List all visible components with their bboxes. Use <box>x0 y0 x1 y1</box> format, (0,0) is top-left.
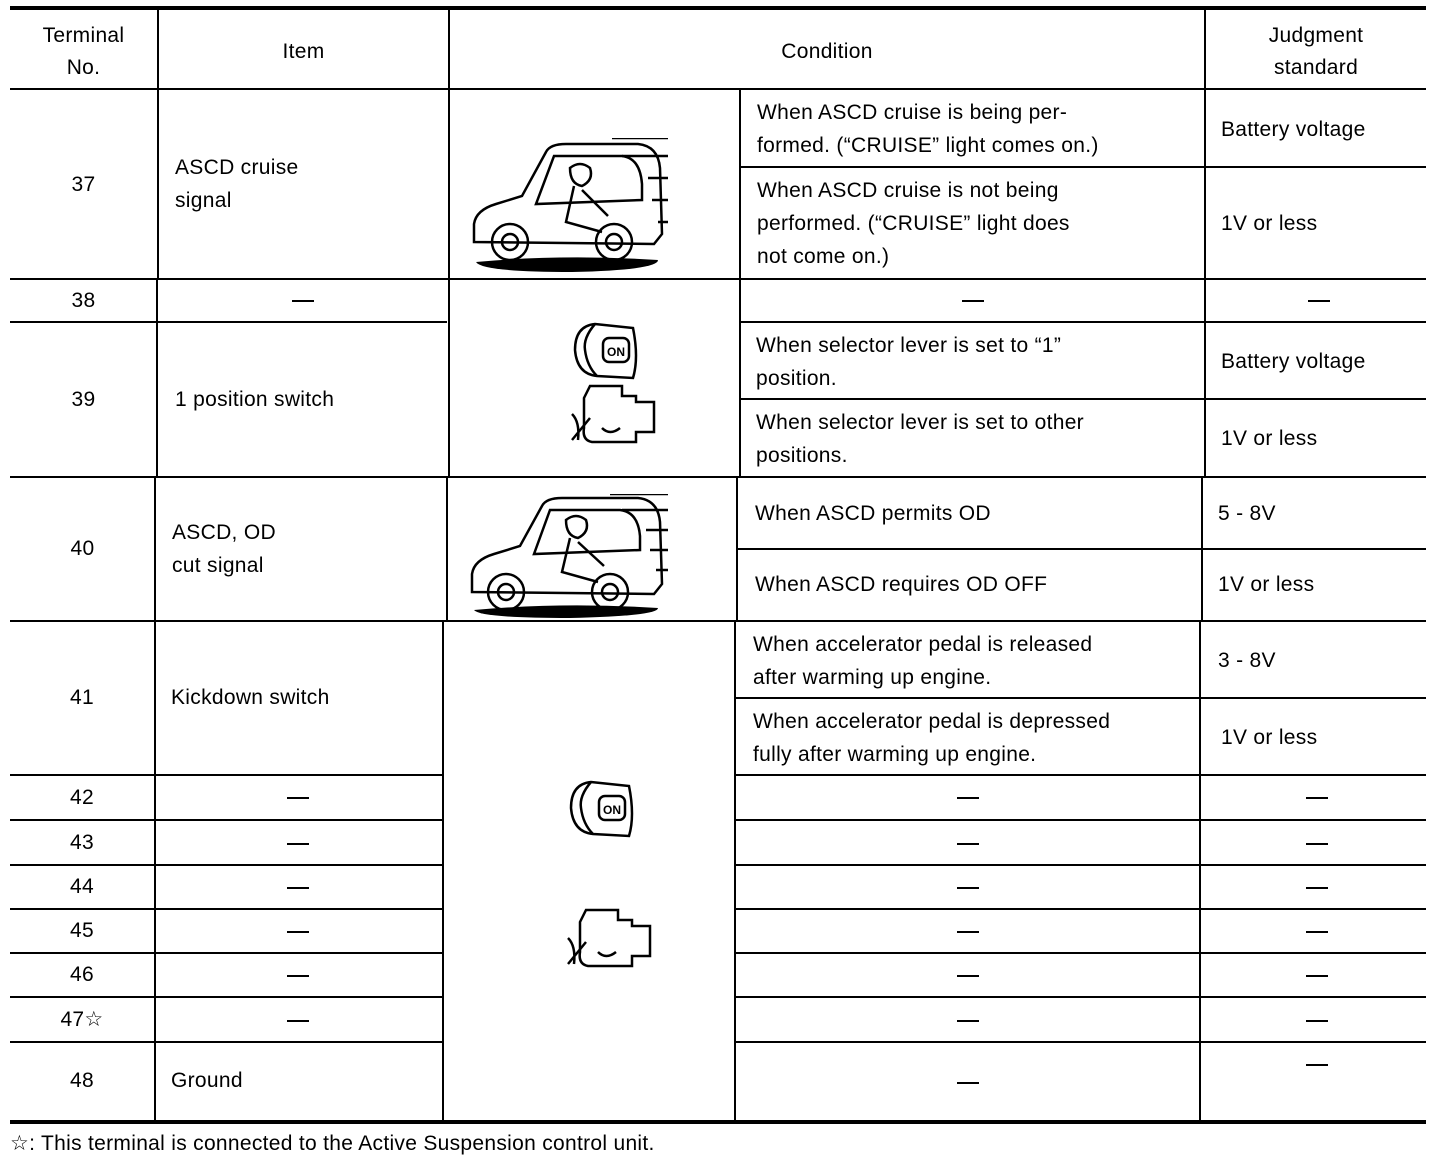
terminal-42: 42 <box>70 786 94 809</box>
condition-39-a: When selector lever is set to “1” position. <box>756 334 1062 390</box>
rule <box>10 952 443 954</box>
rule <box>736 864 1426 866</box>
empty-dash <box>1306 1064 1328 1066</box>
rule <box>10 620 1426 622</box>
rule <box>1199 620 1201 1122</box>
header-judgment: Judgment standard <box>1268 24 1364 79</box>
rule <box>1201 476 1203 622</box>
rule <box>10 908 443 910</box>
empty-dash <box>287 931 309 933</box>
item-48: Ground <box>171 1069 243 1092</box>
item-40: ASCD, OD cut signal <box>172 521 276 577</box>
judgment-37-a: Battery voltage <box>1221 118 1366 141</box>
header-bottom-rule <box>10 88 1426 90</box>
empty-dash <box>1306 931 1328 933</box>
terminal-47: 47☆ <box>60 1008 104 1031</box>
key-on-label: ON <box>607 345 625 359</box>
empty-dash <box>957 975 979 977</box>
condition-41-b: When accelerator pedal is depressed fully after warming up engine. <box>753 710 1111 766</box>
rule <box>10 476 1426 478</box>
terminal-41: 41 <box>70 686 94 709</box>
empty-dash <box>1306 1020 1328 1022</box>
key-on-label: ON <box>603 803 621 817</box>
empty-dash <box>957 797 979 799</box>
terminal-43: 43 <box>70 831 94 854</box>
empty-dash <box>287 887 309 889</box>
terminal-39: 39 <box>71 388 96 411</box>
terminal-37: 37 <box>71 173 96 196</box>
rule <box>10 864 443 866</box>
header-item: Item <box>282 40 325 63</box>
engine-stopped-icon <box>566 384 660 446</box>
judgment-39-a: Battery voltage <box>1221 350 1366 373</box>
condition-37-a: When ASCD cruise is being per- formed. (“CRUISE” light comes on.) <box>757 101 1099 157</box>
empty-dash <box>1306 975 1328 977</box>
judgment-40-a: 5 - 8V <box>1218 502 1276 525</box>
rule <box>736 819 1426 821</box>
condition-41-a: When accelerator pedal is released after warming up engine. <box>753 633 1093 689</box>
empty-dash <box>957 843 979 845</box>
condition-39-b: When selector lever is set to other positions. <box>756 411 1084 467</box>
header-terminal: Terminal No. <box>42 24 125 79</box>
judgment-41-a: 3 - 8V <box>1218 649 1276 672</box>
rule <box>10 819 443 821</box>
car-driving-icon <box>462 138 672 274</box>
rule <box>10 774 443 776</box>
judgment-37-b: 1V or less <box>1221 212 1318 235</box>
rule <box>10 278 1426 280</box>
condition-37-b: When ASCD cruise is not being performed. (“CRUISE” light does not come on.) <box>757 179 1070 268</box>
rule <box>736 548 1426 550</box>
terminal-48: 48 <box>70 1069 94 1092</box>
rule <box>10 996 443 998</box>
ignition-key-on-icon <box>569 318 643 382</box>
rule <box>736 476 738 622</box>
judgment-40-b: 1V or less <box>1218 573 1315 596</box>
car-driving-icon <box>462 494 672 618</box>
rule <box>736 996 1426 998</box>
rule <box>448 8 450 478</box>
terminal-46: 46 <box>70 963 94 986</box>
terminal-44: 44 <box>70 875 94 898</box>
terminal-38: 38 <box>71 289 96 312</box>
terminal-40: 40 <box>70 537 95 560</box>
rule <box>736 697 1426 699</box>
item-41: Kickdown switch <box>171 686 330 709</box>
rule <box>736 1041 1426 1043</box>
footnote: ☆: This terminal is connected to the Active Suspension control unit. <box>10 1132 655 1155</box>
item-37: ASCD cruise signal <box>175 156 299 212</box>
empty-dash <box>287 843 309 845</box>
rule <box>446 476 448 622</box>
judgment-39-b: 1V or less <box>1221 427 1318 450</box>
empty-dash <box>1306 843 1328 845</box>
rule <box>442 620 444 1122</box>
rule <box>736 952 1426 954</box>
empty-dash <box>287 797 309 799</box>
rule <box>740 398 1426 400</box>
header-condition: Condition <box>781 40 873 63</box>
condition-40-a: When ASCD permits OD <box>755 502 991 525</box>
empty-dash <box>1308 300 1330 302</box>
rule <box>734 620 736 1122</box>
table-bottom-rule <box>10 1120 1426 1124</box>
empty-dash <box>292 300 314 302</box>
table-top-rule <box>10 6 1426 10</box>
ignition-key-on-icon <box>565 776 639 840</box>
rule <box>740 321 1426 323</box>
empty-dash <box>287 1020 309 1022</box>
rule <box>739 88 741 478</box>
empty-dash <box>962 300 984 302</box>
condition-40-b: When ASCD requires OD OFF <box>755 573 1048 596</box>
rule <box>736 774 1426 776</box>
engine-stopped-icon <box>562 908 656 970</box>
rule <box>10 1041 443 1043</box>
empty-dash <box>957 1082 979 1084</box>
empty-dash <box>1306 797 1328 799</box>
judgment-41-b: 1V or less <box>1221 726 1318 749</box>
empty-dash <box>287 975 309 977</box>
rule <box>740 166 1426 168</box>
empty-dash <box>1306 887 1328 889</box>
terminal-45: 45 <box>70 919 94 942</box>
rule <box>154 476 156 1122</box>
rule <box>10 321 447 323</box>
empty-dash <box>957 887 979 889</box>
item-39: 1 position switch <box>175 388 335 411</box>
empty-dash <box>957 931 979 933</box>
rule <box>736 908 1426 910</box>
empty-dash <box>957 1020 979 1022</box>
